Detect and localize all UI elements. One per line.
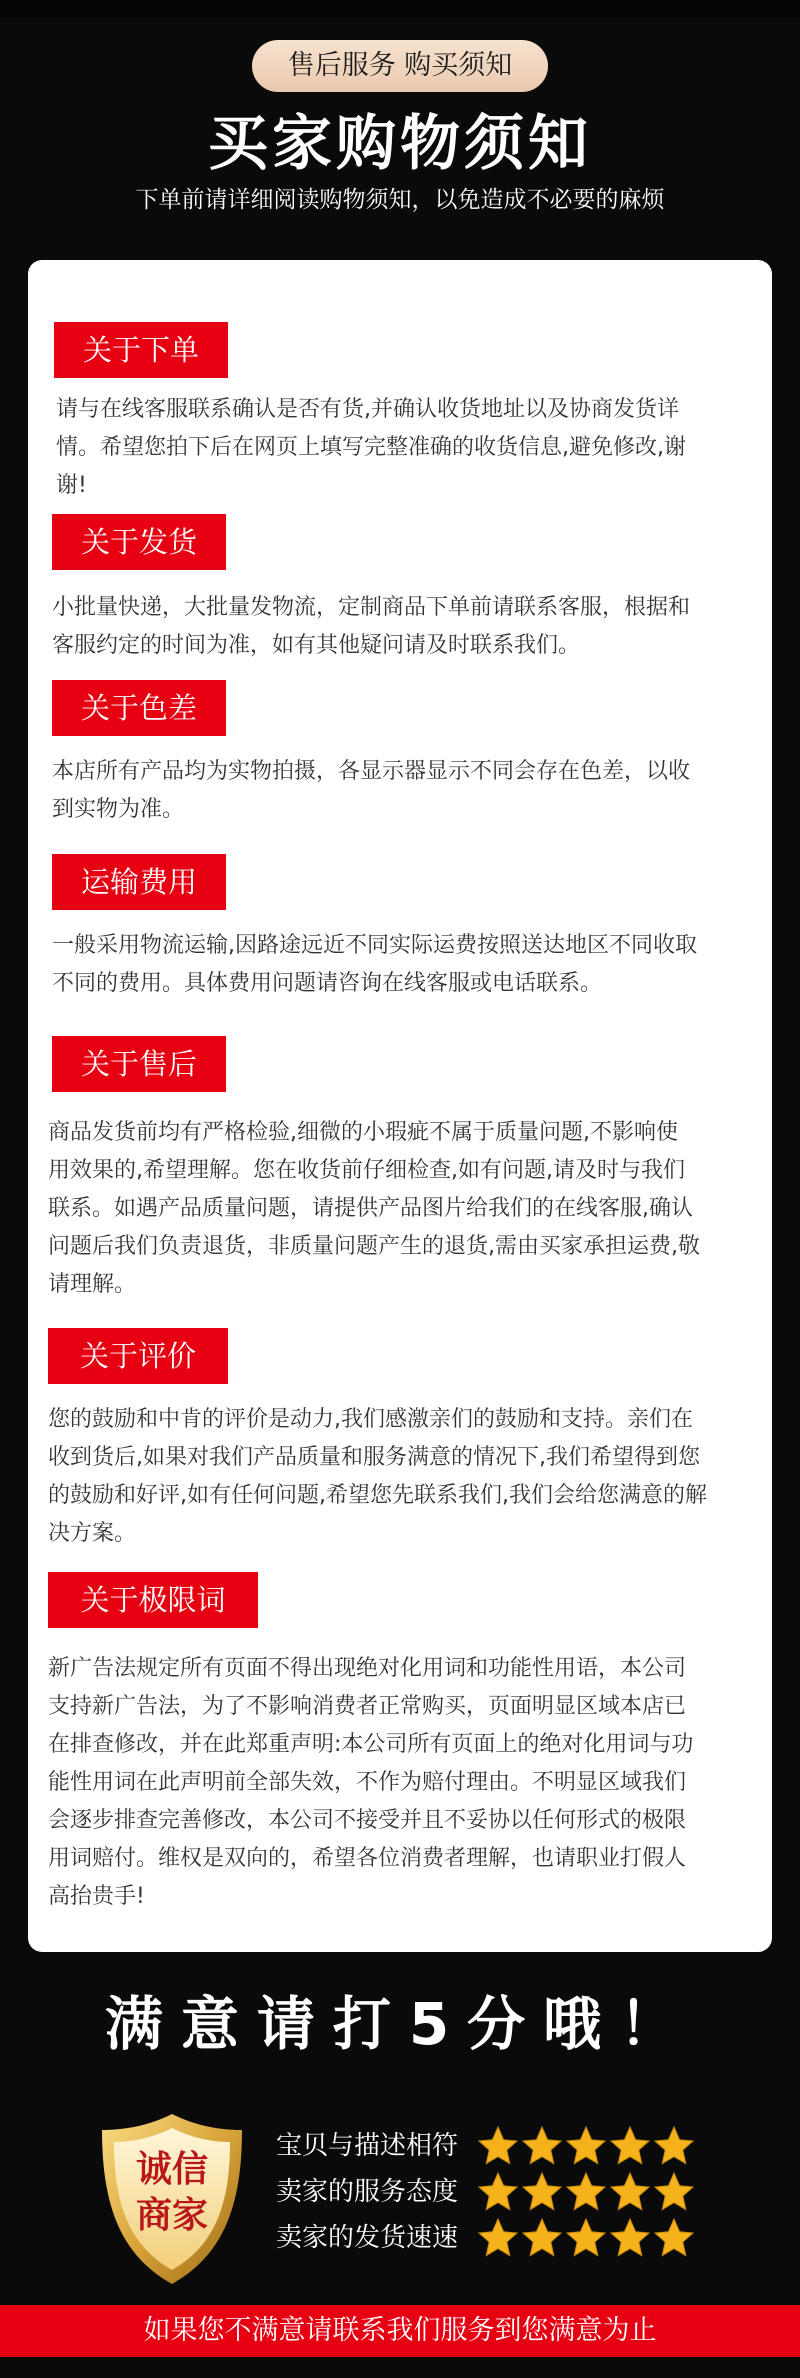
section-body-order: 请与在线客服联系确认是否有货,并确认收货地址以及协商发货详 情。希望您拍下后在网页上填写完整准确的收货信息,避免修改,谢 谢! <box>56 397 686 498</box>
rating-label: 卖家的发货速速 <box>276 2223 459 2253</box>
section-body-shipping: 小批量快递，大批量发物流，定制商品下单前请联系客服，根据和 客服约定的时间为准，如有其他疑问请及时联系我们。 <box>52 595 691 658</box>
star-icon <box>652 2124 696 2168</box>
section-heading-aftersale: 关于售后 <box>52 1036 226 1092</box>
star-icon <box>652 2170 696 2214</box>
header-pill: 售后服务 购买须知 <box>252 40 548 92</box>
rating-row <box>276 2170 716 2214</box>
notice-card <box>28 260 772 1952</box>
footer-banner: 如果您不满意请联系我们服务到您满意为止 <box>0 2305 800 2357</box>
rating-row <box>276 2216 716 2260</box>
rating-row <box>276 2124 716 2168</box>
section-heading-freight: 运输费用 <box>52 854 226 910</box>
star-icon <box>608 2216 652 2260</box>
badge-line-1: 诚信 <box>135 2149 208 2190</box>
rating-label: 宝贝与描述相符 <box>276 2131 459 2161</box>
star-icon <box>652 2216 696 2260</box>
star-rating <box>476 2124 696 2168</box>
section-body-aftersale: 商品发货前均有严格检验,细微的小瑕疵不属于质量问题,不影响使 用效果的,希望理解。您在收货前仔细检查,如有问题,请及时与我们 联系。如遇产品质量问题，请提供产品图片给我们的在线客服,确认 问题后我们负责退货，非质量问题产生的退货,需由买家承担运费,敬 请理解。 <box>48 1120 700 1297</box>
section-heading-order: 关于下单 <box>54 322 228 378</box>
rating-label: 卖家的服务态度 <box>276 2177 459 2207</box>
star-icon <box>476 2170 520 2214</box>
top-bar <box>0 0 800 18</box>
badge-line-2: 商家 <box>135 2195 208 2236</box>
star-icon <box>476 2216 520 2260</box>
section-body-freight: 一般采用物流运输,因路途远近不同实际运费按照送达地区不同收取 不同的费用。具体费用问题请咨询在线客服或电话联系。 <box>52 933 697 996</box>
star-icon <box>564 2170 608 2214</box>
star-icon <box>564 2124 608 2168</box>
section-heading-review: 关于评价 <box>48 1328 228 1384</box>
page-title: 买家购物须知 <box>208 109 592 179</box>
star-icon <box>520 2124 564 2168</box>
star-icon <box>476 2124 520 2168</box>
star-rating <box>476 2170 696 2214</box>
star-icon <box>608 2170 652 2214</box>
rating-title: 满意请打5分哦！ <box>104 1990 696 2058</box>
section-heading-color: 关于色差 <box>52 680 226 736</box>
page-subtitle: 下单前请详细阅读购物须知，以免造成不必要的麻烦 <box>135 187 665 213</box>
star-icon <box>520 2216 564 2260</box>
star-rating <box>476 2216 696 2260</box>
star-icon <box>520 2170 564 2214</box>
section-body-review: 您的鼓励和中肯的评价是动力,我们感激亲们的鼓励和支持。亲们在 收到货后,如果对我们产品质量和服务满意的情况下,我们希望得到您 的鼓励和好评,如有任何问题,希望您先联系我们,我们会给您满意的解 决方案。 <box>48 1407 707 1546</box>
section-heading-terms: 关于极限词 <box>48 1572 258 1628</box>
star-icon <box>564 2216 608 2260</box>
section-body-terms: 新广告法规定所有页面不得出现绝对化用词和功能性用语，本公司 支持新广告法，为了不影响消费者正常购买，页面明显区域本店已 在排查修改，并在此郑重声明:本公司所有页面上的绝对化用词与功 能性用词在此声明前全部失效，不作为赔付理由。不明显区域我们 会逐步排查完善修改，本公司不接受并且不妥协以任何形式的极限 用词赔付。维权是双向的，希望各位消费者理解，也请职业打假人 高抬贵手! <box>48 1656 694 1909</box>
section-heading-shipping: 关于发货 <box>52 514 226 570</box>
star-icon <box>608 2124 652 2168</box>
section-body-color: 本店所有产品均为实物拍摄，各显示器显示不同会存在色差，以收 到实物为准。 <box>52 759 691 822</box>
